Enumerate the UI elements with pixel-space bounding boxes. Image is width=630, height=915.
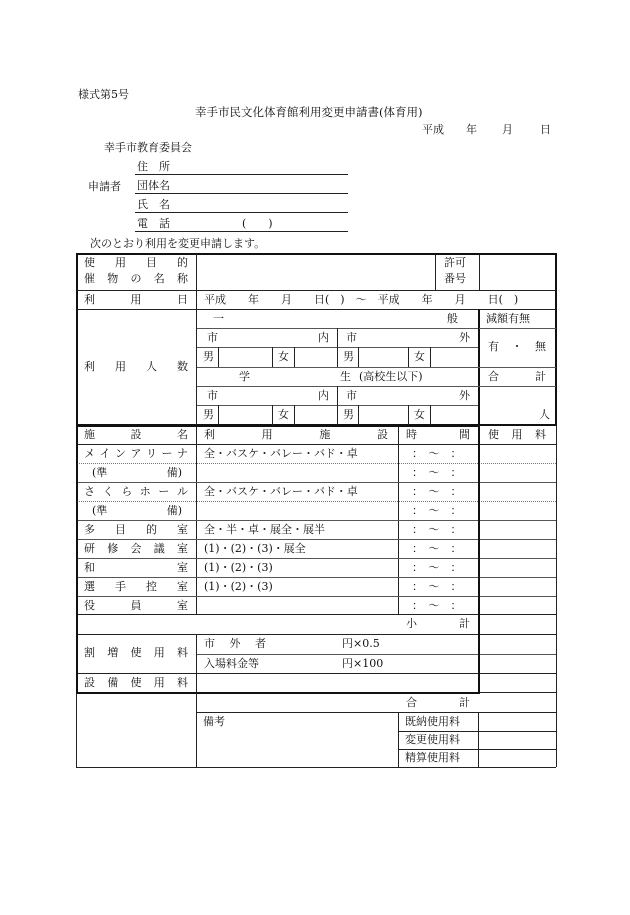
total-people-label: 合 計 (488, 370, 546, 383)
facility-fee-field[interactable] (480, 597, 555, 614)
purpose-field[interactable] (197, 254, 435, 290)
usedate-label: 利 用 日 (84, 293, 188, 306)
male-label-s: 男 (203, 408, 214, 421)
fee-header: 使 用 料 (488, 428, 546, 441)
address-field[interactable] (135, 174, 348, 175)
facility-use-options[interactable]: (1)・(2)・(3)・展全 (204, 542, 306, 555)
reduction-options[interactable]: 有 ・ 無 (488, 340, 546, 353)
facility-time[interactable]: ： ～ ： (412, 447, 462, 460)
facility-name: 選 手 控 室 (84, 580, 188, 593)
facility-time[interactable]: ： ～ ： (412, 485, 462, 498)
facility-name: 和 室 (84, 561, 188, 574)
form-title: 幸手市民文化体育館利用変更申請書(体育用) (195, 105, 423, 119)
facility-fee-field[interactable] (480, 464, 555, 481)
facility-time[interactable]: ： ～ ： (412, 542, 462, 555)
facility-fee-field[interactable] (480, 483, 555, 500)
section-facility (76, 425, 480, 694)
time-header: 時 間 (406, 428, 470, 441)
facility-fee-field[interactable] (480, 445, 555, 462)
settled-fee-label: 精算使用料 (405, 751, 460, 764)
facility-use-options[interactable]: 全・バスケ・バレー・バド・卓 (204, 485, 358, 498)
reduction-label: 減額有無 (486, 312, 530, 325)
facility-time[interactable]: ： ～ ： (412, 561, 462, 574)
student-2: 生 (340, 370, 351, 383)
date-era: 平成 (422, 123, 444, 136)
male-label-s-out: 男 (343, 408, 354, 421)
facility-name: 役 員 室 (84, 599, 188, 612)
female-label-out: 女 (414, 350, 425, 363)
total-label: 合 計 (406, 696, 470, 709)
group-label: 団体名 (137, 179, 170, 192)
surcharge-adm-rate: 円×100 (342, 657, 384, 670)
in-city-1: 市 (207, 331, 218, 344)
group-field[interactable] (135, 193, 348, 194)
date-year: 年 (466, 123, 477, 136)
in-city-2: 内 (318, 331, 329, 344)
permit-number-field[interactable] (480, 254, 555, 290)
permit-label-2: 番号 (444, 272, 466, 285)
date-day: 日 (540, 123, 551, 136)
facility-use-options[interactable]: (1)・(2)・(3) (204, 561, 273, 574)
male-label-out: 男 (343, 350, 354, 363)
remarks-label: 備考 (203, 715, 225, 728)
in-city-s2: 内 (318, 389, 329, 402)
male-label: 男 (203, 350, 214, 363)
facility-name: 多 目 的 室 (84, 523, 188, 536)
facility-name: (準 備) (92, 504, 182, 517)
facility-use-options[interactable]: (1)・(2)・(3) (204, 580, 273, 593)
female-label-s: 女 (278, 408, 289, 421)
phone-paren: ( ) (242, 217, 273, 230)
out-city-s2: 外 (459, 389, 470, 402)
facility-name: 研 修 会 議 室 (84, 542, 188, 555)
facility-name: (準 備) (92, 466, 182, 479)
facility-time[interactable]: ： ～ ： (412, 599, 462, 612)
general-left: 一 (213, 312, 224, 325)
date-month: 月 (502, 123, 513, 136)
facility-header: 施 設 名 (84, 428, 188, 441)
applicant-label: 申請者 (88, 180, 121, 193)
surcharge-out-city: 市 外 者 (204, 637, 266, 650)
facility-fee-field[interactable] (480, 502, 555, 519)
name-label: 氏 名 (137, 198, 170, 211)
usedate-value[interactable]: 平成 年 月 日( ) ～ 平成 年 月 日( ) (204, 293, 519, 306)
facility-fee-field[interactable] (480, 559, 555, 576)
out-city-s1: 市 (346, 389, 357, 402)
intro-text: 次のとおり利用を変更申請します。 (90, 237, 266, 250)
subtotal-label: 小 計 (406, 617, 470, 630)
facility-use-options[interactable]: 全・バスケ・バレー・バド・卓 (204, 447, 358, 460)
name-field[interactable] (135, 212, 348, 213)
surcharge-label: 割 増 使 用 料 (84, 646, 188, 659)
changed-fee-label: 変更使用料 (405, 733, 460, 746)
permit-label-1: 許可 (444, 256, 466, 269)
facility-name: さ く ら ホ ー ル (84, 485, 188, 498)
facility-fee-field[interactable] (480, 540, 555, 557)
form-number: 様式第5号 (78, 88, 129, 101)
facility-name: メ イ ン ア リ ー ナ (84, 447, 188, 460)
facility-time[interactable]: ： ～ ： (412, 523, 462, 536)
purpose-label: 使 用 目 的 (84, 256, 188, 269)
facility-time[interactable]: ： ～ ： (412, 504, 462, 517)
people-unit: 人 (539, 408, 550, 421)
phone-field[interactable] (135, 231, 348, 232)
facility-time[interactable]: ： ～ ： (412, 580, 462, 593)
out-city-1: 市 (346, 331, 357, 344)
address-label: 住 所 (137, 160, 170, 173)
general-right: 般 (447, 312, 458, 325)
event-name-label: 催 物 の 名 称 (84, 272, 188, 285)
student-1: 学 (239, 370, 250, 383)
use-header: 利 用 施 設 (204, 428, 388, 441)
equipment-label: 設 備 使 用 料 (84, 676, 188, 689)
addressee: 幸手市教育委員会 (104, 141, 192, 154)
facility-time[interactable]: ： ～ ： (412, 466, 462, 479)
facility-use-options[interactable]: 全・半・卓・展全・展半 (204, 523, 325, 536)
student-note: (高校生以下) (359, 370, 423, 383)
paid-fee-label: 既納使用料 (405, 715, 460, 728)
female-label: 女 (278, 350, 289, 363)
out-city-2: 外 (459, 331, 470, 344)
female-label-s-out: 女 (414, 408, 425, 421)
surcharge-admission: 入場料金等 (204, 657, 259, 670)
phone-label: 電 話 (137, 217, 170, 230)
facility-fee-field[interactable] (480, 521, 555, 538)
facility-fee-field[interactable] (480, 578, 555, 595)
users-label: 利 用 人 数 (84, 360, 188, 373)
in-city-s1: 市 (207, 389, 218, 402)
surcharge-out-rate: 円×0.5 (342, 637, 380, 650)
